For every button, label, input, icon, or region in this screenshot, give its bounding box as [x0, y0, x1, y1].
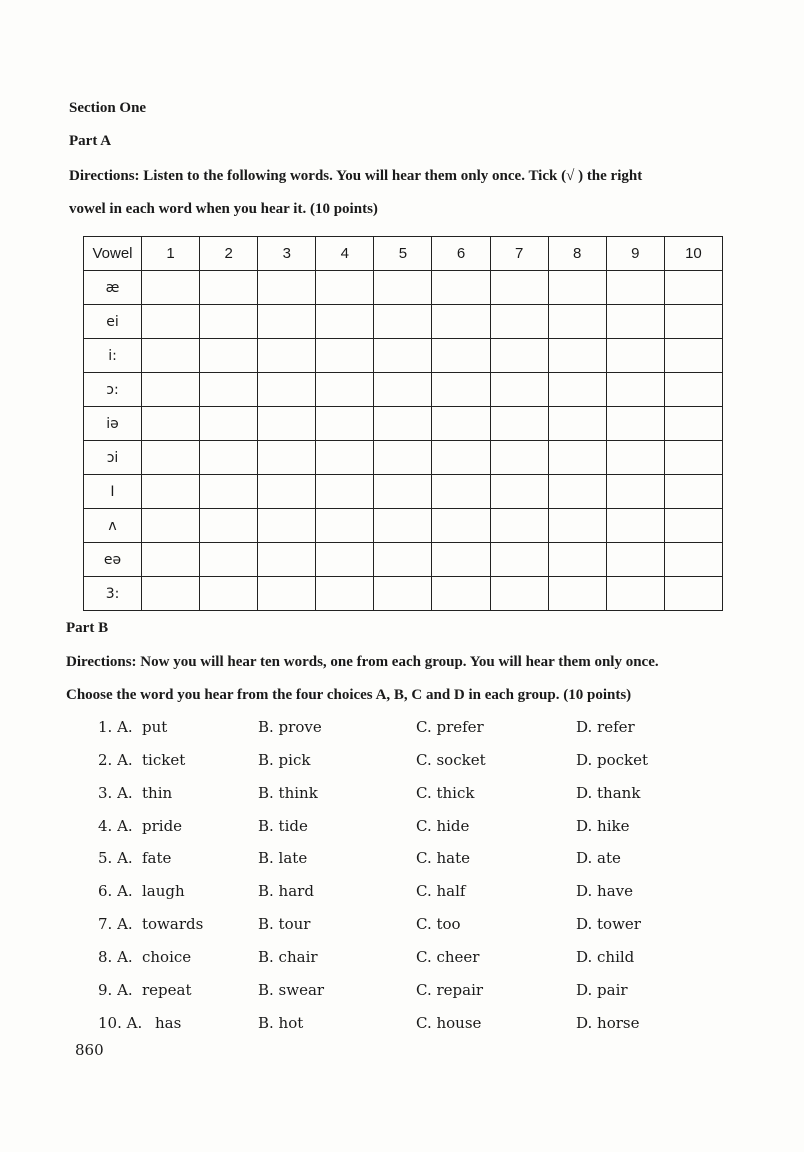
- tick-cell[interactable]: [490, 339, 548, 373]
- choice-d: D. child: [576, 948, 635, 966]
- vowel-row: [84, 271, 723, 305]
- tick-cell[interactable]: [664, 577, 722, 611]
- vowel-table-body: [84, 271, 723, 611]
- tick-cell[interactable]: [316, 373, 374, 407]
- vowel-symbol: 3:: [84, 577, 142, 611]
- tick-cell[interactable]: [200, 271, 258, 305]
- tick-cell[interactable]: [142, 339, 200, 373]
- tick-cell[interactable]: [142, 543, 200, 577]
- choice-d: D. pocket: [576, 751, 649, 769]
- choice-b: B. swear: [258, 981, 325, 999]
- tick-cell[interactable]: [490, 475, 548, 509]
- vowel-row: [84, 509, 723, 543]
- vowel-row: [84, 305, 723, 339]
- tick-cell[interactable]: [606, 509, 664, 543]
- tick-cell[interactable]: [316, 441, 374, 475]
- item-column-header: 1: [142, 237, 200, 271]
- choice-b: B. hot: [258, 1014, 304, 1032]
- tick-cell[interactable]: [258, 271, 316, 305]
- part-a-directions-line2: vowel in each word when you hear it. (10 points): [69, 201, 378, 217]
- tick-cell[interactable]: [432, 373, 490, 407]
- vowel-symbol: ʌ: [84, 509, 142, 543]
- tick-cell[interactable]: [664, 271, 722, 305]
- tick-cell[interactable]: [664, 339, 722, 373]
- question-number: 7. A.: [98, 915, 133, 933]
- vowel-row: [84, 543, 723, 577]
- part-a-title: Part A: [69, 133, 112, 149]
- choice-c: C. socket: [416, 751, 486, 769]
- tick-cell[interactable]: [548, 271, 606, 305]
- vowel-table: [83, 236, 723, 611]
- item-column-header: 7: [490, 237, 548, 271]
- tick-cell[interactable]: [606, 577, 664, 611]
- tick-cell[interactable]: [664, 407, 722, 441]
- question-row: [0, 784, 804, 804]
- tick-cell[interactable]: [548, 305, 606, 339]
- question-row: [0, 981, 804, 1001]
- tick-cell[interactable]: [316, 475, 374, 509]
- tick-cell[interactable]: [258, 441, 316, 475]
- tick-cell[interactable]: [374, 407, 432, 441]
- part-b-title: Part B: [66, 620, 109, 636]
- vowel-symbol: æ: [84, 271, 142, 305]
- item-column-header: 9: [606, 237, 664, 271]
- tick-cell[interactable]: [432, 305, 490, 339]
- tick-cell[interactable]: [316, 271, 374, 305]
- tick-cell[interactable]: [258, 373, 316, 407]
- tick-cell[interactable]: [664, 509, 722, 543]
- choice-c: C. too: [416, 915, 461, 933]
- tick-cell[interactable]: [606, 271, 664, 305]
- tick-cell[interactable]: [142, 373, 200, 407]
- tick-cell[interactable]: [490, 305, 548, 339]
- choice-a: has: [155, 1014, 182, 1032]
- tick-cell[interactable]: [258, 305, 316, 339]
- tick-cell[interactable]: [490, 407, 548, 441]
- choice-b: B. prove: [258, 718, 322, 736]
- choice-d: D. refer: [576, 718, 635, 736]
- choice-b: B. pick: [258, 751, 311, 769]
- choice-a: fate: [142, 849, 172, 867]
- choice-d: D. pair: [576, 981, 628, 999]
- vowel-symbol: ei: [84, 305, 142, 339]
- tick-cell[interactable]: [374, 305, 432, 339]
- tick-cell[interactable]: [142, 577, 200, 611]
- choice-a: towards: [142, 915, 204, 933]
- choice-b: B. think: [258, 784, 318, 802]
- tick-cell[interactable]: [200, 509, 258, 543]
- tick-cell[interactable]: [548, 509, 606, 543]
- tick-cell[interactable]: [606, 475, 664, 509]
- tick-cell[interactable]: [374, 339, 432, 373]
- vowel-row: [84, 407, 723, 441]
- choice-c: C. hide: [416, 817, 470, 835]
- tick-cell[interactable]: [316, 407, 374, 441]
- choice-c: C. hate: [416, 849, 470, 867]
- vowel-row: [84, 373, 723, 407]
- vowel-row: [84, 339, 723, 373]
- tick-cell[interactable]: [432, 271, 490, 305]
- tick-cell[interactable]: [490, 441, 548, 475]
- choice-b: B. chair: [258, 948, 318, 966]
- item-column-header: 8: [548, 237, 606, 271]
- tick-cell[interactable]: [200, 339, 258, 373]
- choice-a: thin: [142, 784, 173, 802]
- tick-cell[interactable]: [664, 373, 722, 407]
- tick-cell[interactable]: [606, 339, 664, 373]
- choice-d: D. horse: [576, 1014, 640, 1032]
- tick-cell[interactable]: [200, 305, 258, 339]
- tick-cell[interactable]: [258, 509, 316, 543]
- tick-cell[interactable]: [548, 577, 606, 611]
- choice-d: D. ate: [576, 849, 621, 867]
- tick-cell[interactable]: [606, 407, 664, 441]
- item-column-header: 10: [664, 237, 722, 271]
- question-number: 8. A.: [98, 948, 133, 966]
- question-row: [0, 718, 804, 738]
- vowel-table-header: [84, 237, 723, 271]
- vowel-symbol: iə: [84, 407, 142, 441]
- choice-b: B. tide: [258, 817, 308, 835]
- tick-cell[interactable]: [200, 475, 258, 509]
- vowel-row: [84, 441, 723, 475]
- tick-cell[interactable]: [374, 373, 432, 407]
- question-number: 10. A.: [98, 1014, 143, 1032]
- tick-cell[interactable]: [606, 441, 664, 475]
- choice-c: C. repair: [416, 981, 484, 999]
- tick-cell[interactable]: [432, 407, 490, 441]
- question-number: 3. A.: [98, 784, 133, 802]
- vowel-row: [84, 475, 723, 509]
- choice-d: D. have: [576, 882, 633, 900]
- tick-cell[interactable]: [664, 475, 722, 509]
- tick-cell[interactable]: [432, 441, 490, 475]
- tick-cell[interactable]: [316, 543, 374, 577]
- choice-b: B. hard: [258, 882, 314, 900]
- question-number: 5. A.: [98, 849, 133, 867]
- vowel-symbol: I: [84, 475, 142, 509]
- choice-d: D. hike: [576, 817, 630, 835]
- tick-cell[interactable]: [548, 407, 606, 441]
- item-column-header: 4: [316, 237, 374, 271]
- choice-c: C. thick: [416, 784, 475, 802]
- tick-cell[interactable]: [200, 441, 258, 475]
- tick-cell[interactable]: [432, 339, 490, 373]
- tick-cell[interactable]: [606, 543, 664, 577]
- question-row: [0, 948, 804, 968]
- tick-cell[interactable]: [548, 373, 606, 407]
- tick-cell[interactable]: [606, 305, 664, 339]
- tick-cell[interactable]: [548, 339, 606, 373]
- tick-cell[interactable]: [142, 305, 200, 339]
- tick-cell[interactable]: [374, 475, 432, 509]
- question-number: 1. A.: [98, 718, 133, 736]
- item-column-header: 6: [432, 237, 490, 271]
- choice-a: pride: [142, 817, 183, 835]
- choice-a: laugh: [142, 882, 185, 900]
- tick-cell[interactable]: [432, 543, 490, 577]
- vowel-column-header: Vowel: [84, 237, 142, 271]
- tick-cell[interactable]: [374, 271, 432, 305]
- tick-cell[interactable]: [142, 441, 200, 475]
- tick-cell[interactable]: [200, 577, 258, 611]
- item-column-header: 2: [200, 237, 258, 271]
- choice-b: B. tour: [258, 915, 311, 933]
- choice-c: C. half: [416, 882, 466, 900]
- question-row: [0, 849, 804, 869]
- tick-cell[interactable]: [374, 441, 432, 475]
- tick-cell[interactable]: [316, 509, 374, 543]
- tick-cell[interactable]: [548, 475, 606, 509]
- question-row: [0, 882, 804, 902]
- tick-cell[interactable]: [432, 509, 490, 543]
- tick-cell[interactable]: [142, 509, 200, 543]
- part-a-directions-line1: Directions: Listen to the following words. You will hear them only once. Tick (√ ) the right: [69, 168, 643, 184]
- part-b-directions-line2: Choose the word you hear from the four choices A, B, C and D in each group. (10 points): [66, 687, 632, 703]
- question-number: 6. A.: [98, 882, 133, 900]
- question-number: 9. A.: [98, 981, 133, 999]
- tick-cell[interactable]: [432, 475, 490, 509]
- item-column-header: 3: [258, 237, 316, 271]
- vowel-symbol: i:: [84, 339, 142, 373]
- tick-cell[interactable]: [432, 577, 490, 611]
- choice-d: D. thank: [576, 784, 641, 802]
- choice-a: choice: [142, 948, 192, 966]
- question-number: 2. A.: [98, 751, 133, 769]
- tick-cell[interactable]: [200, 543, 258, 577]
- choice-b: B. late: [258, 849, 308, 867]
- tick-cell[interactable]: [548, 543, 606, 577]
- tick-cell[interactable]: [664, 543, 722, 577]
- part-b-directions-line1: Directions: Now you will hear ten words, one from each group. You will hear them only once.: [66, 654, 659, 670]
- tick-cell[interactable]: [200, 373, 258, 407]
- question-number: 4. A.: [98, 817, 133, 835]
- tick-cell[interactable]: [548, 441, 606, 475]
- question-row: [0, 751, 804, 771]
- tick-cell[interactable]: [258, 543, 316, 577]
- tick-cell[interactable]: [490, 577, 548, 611]
- tick-cell[interactable]: [200, 407, 258, 441]
- tick-cell[interactable]: [490, 543, 548, 577]
- vowel-row: [84, 577, 723, 611]
- tick-cell[interactable]: [258, 577, 316, 611]
- choice-c: C. prefer: [416, 718, 484, 736]
- tick-cell[interactable]: [374, 543, 432, 577]
- tick-cell[interactable]: [258, 339, 316, 373]
- tick-cell[interactable]: [490, 271, 548, 305]
- tick-cell[interactable]: [142, 407, 200, 441]
- choice-a: repeat: [142, 981, 192, 999]
- vowel-symbol: eə: [84, 543, 142, 577]
- tick-cell[interactable]: [142, 475, 200, 509]
- choice-d: D. tower: [576, 915, 641, 933]
- choice-a: ticket: [142, 751, 186, 769]
- tick-cell[interactable]: [316, 577, 374, 611]
- choice-c: C. house: [416, 1014, 482, 1032]
- question-row: [0, 915, 804, 935]
- tick-cell[interactable]: [490, 509, 548, 543]
- vowel-symbol: ɔi: [84, 441, 142, 475]
- tick-cell[interactable]: [258, 475, 316, 509]
- tick-cell[interactable]: [374, 577, 432, 611]
- question-row: [0, 1014, 804, 1034]
- tick-cell[interactable]: [316, 305, 374, 339]
- tick-cell[interactable]: [142, 271, 200, 305]
- tick-cell[interactable]: [664, 441, 722, 475]
- section-title: Section One: [69, 100, 147, 116]
- item-column-header: 5: [374, 237, 432, 271]
- page-number: 860: [75, 1041, 104, 1059]
- tick-cell[interactable]: [374, 509, 432, 543]
- question-row: [0, 817, 804, 837]
- choice-a: put: [142, 718, 168, 736]
- tick-cell[interactable]: [664, 305, 722, 339]
- tick-cell[interactable]: [258, 407, 316, 441]
- tick-cell[interactable]: [490, 373, 548, 407]
- vowel-symbol: ɔ:: [84, 373, 142, 407]
- tick-cell[interactable]: [316, 339, 374, 373]
- tick-cell[interactable]: [606, 373, 664, 407]
- choice-c: C. cheer: [416, 948, 480, 966]
